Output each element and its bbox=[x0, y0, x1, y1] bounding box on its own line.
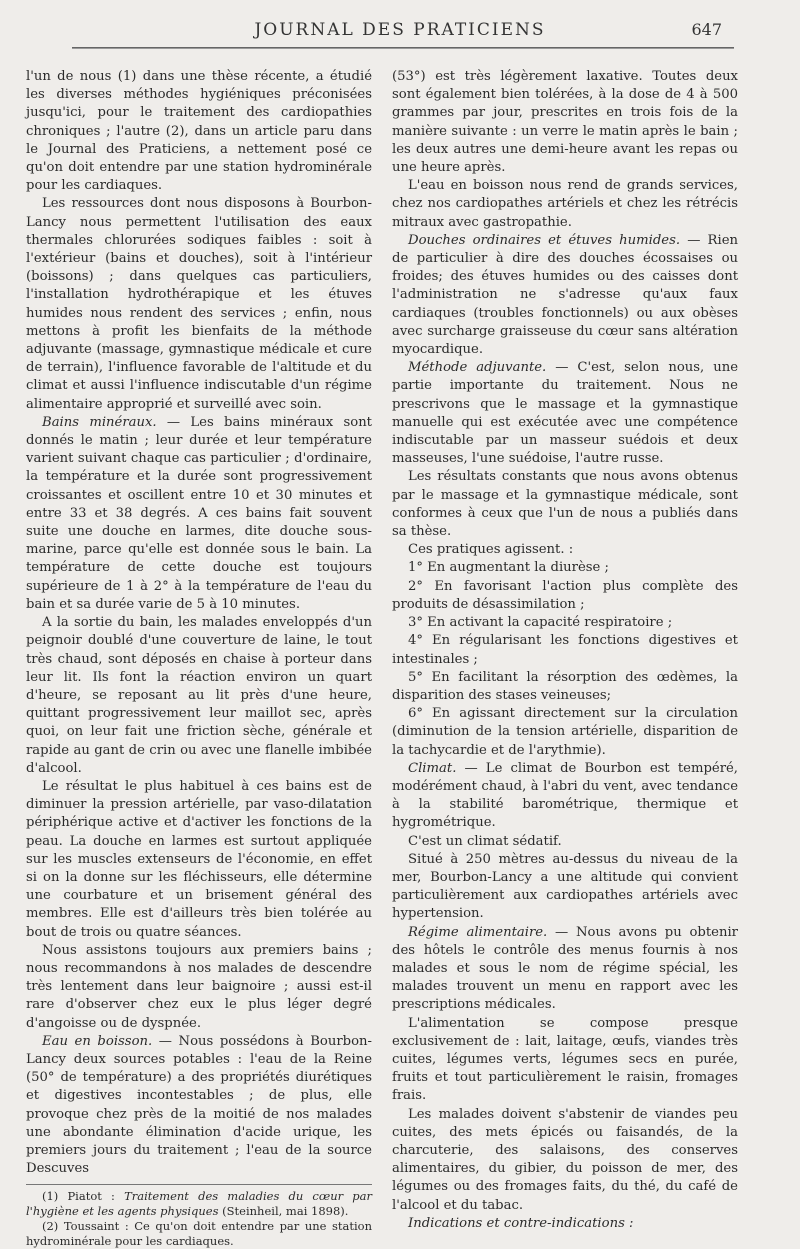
header-rule bbox=[72, 47, 734, 49]
list-item: 5° En facilitant la résorption des œdèmes, la disparition des stases veineuses; bbox=[392, 669, 738, 703]
paragraph-text: — Rien de particulier à dire des douches écossaises ou froides; des étuves humides ou des caisses dont l'administration ne s'adresse qu'aux faux cardiaques (troubles fonctionnels) ou aux obèses avec surcharge graisseuse du cœur sans altération myocardique. bbox=[392, 232, 738, 358]
paragraph-text: — Nous avons pu obtenir des hôtels le contrôle des menus fournis à nos malades et sous le nom de régime spécial, les malades trouvent un menu en rapport avec les prescriptions médicales. bbox=[392, 924, 738, 1013]
paragraph: Les résultats constants que nous avons obtenus par le massage et la gymnastique médicale, sont conformes à ceux que l'un de nous a publiés dans sa thèse. bbox=[392, 469, 738, 540]
paragraph bbox=[26, 1033, 372, 1179]
footnote bbox=[26, 1189, 372, 1219]
paragraph: Nous assistons toujours aux premiers bains ; nous recommandons à nos malades de descendre très lentement dans leur baignoire ; aussi est-il rare d'observer chez eux le plus léger degré d'angoisse ou de dyspnée. bbox=[26, 942, 372, 1031]
section-runin: Indications et contre-indications : bbox=[408, 1215, 634, 1231]
list-item: 3° En activant la capacité respiratoire ; bbox=[408, 615, 673, 631]
section-runin: Régime alimentaire. bbox=[408, 924, 548, 940]
footnote-title: Traitement des maladies du cœur par l'hygiène et les agents physiques bbox=[26, 1189, 372, 1219]
paragraph: Le résultat le plus habituel à ces bains est de diminuer la pression artérielle, par vaso-dilatation périphérique active et d'activer les fonctions de la peau. La douche en larmes est surtout appliquée sur les muscles extenseurs de l'économie, en effet si on la donne sur les fléchisseurs, elle détermine une courbature et un brisement général des membres. Elle est d'ailleurs très bien tolérée au bout de trois ou quatre séances. bbox=[26, 778, 372, 940]
section-runin: Méthode adjuvante. bbox=[408, 360, 547, 376]
footnote: (2) Toussaint : Ce qu'on doit entendre par une station hydrominérale pour les cardiaques. bbox=[26, 1219, 372, 1249]
page-number: 647 bbox=[691, 20, 722, 39]
footnote-label: (1) Piatot : bbox=[42, 1189, 115, 1204]
paragraph bbox=[392, 232, 738, 359]
section-runin: Eau en boisson. bbox=[42, 1033, 153, 1049]
right-column bbox=[392, 68, 738, 1233]
paragraph: Ces pratiques agissent. : bbox=[408, 542, 574, 558]
paragraph bbox=[392, 760, 738, 833]
paragraph: A la sortie du bain, les malades enveloppés d'un peignoir doublé d'une couverture de laine, le tout très chaud, sont déposés en chaise à porteur dans leur lit. Ils font la réaction environ un quart d'heure, se reposant au lit près d'une heure, quittant progressivement leur maillot sec, après quoi, on leur fait une friction sèche, générale et rapide au gant de crin ou avec une flanelle imbibée d'alcool. bbox=[26, 615, 372, 776]
paragraph bbox=[392, 924, 738, 1015]
paragraph: Les ressources dont nous disposons à Bourbon-Lancy nous permettent l'utilisation des eaux thermales chlorurées sodiques faibles : soit à l'extérieur (bains et douches), soit à l'intérieur (boissons) ; dans quelques cas particuliers, l'installation hydrothérapique et les étuves humides nous rendent des services ; enfin, nous mettons à profit les bienfaits de la méthode adjuvante (massage, gymnastique médicale et cure de terrain), l'influence favorable de l'altitude et du climat et aussi l'influence indiscutable d'un régime alimentaire approprié et surveillé avec soin. bbox=[26, 196, 372, 412]
list-item: 2° En favorisant l'action plus complète des produits de désassimilation ; bbox=[392, 578, 738, 612]
paragraph: L'alimentation se compose presque exclusivement de : lait, laitage, œufs, viandes très cuites, légumes verts, légumes secs en purée, fruits et tout particulièrement le raisin, fromages frais. bbox=[392, 1015, 738, 1104]
paragraph: Les malades doivent s'abstenir de viandes peu cuites, des mets épicés ou faisandés, de la charcuterie, des salaisons, des conserves alimentaires, du gibier, du poisson de mer, des légumes ou des fromages faits, du thé, du café de l'alcool et du tabac. bbox=[392, 1106, 738, 1213]
page-header bbox=[0, 20, 800, 46]
paragraph: L'eau en boisson nous rend de grands services, chez nos cardiopathes artériels et chez les rétrécis mitraux avec gastropathie. bbox=[392, 178, 738, 230]
paragraph: C'est un climat sédatif. bbox=[408, 833, 562, 849]
paragraph bbox=[392, 1215, 738, 1233]
section-runin: Douches ordinaires et étuves humides. bbox=[408, 232, 681, 248]
paragraph: Situé à 250 mètres au-dessus du niveau de la mer, Bourbon-Lancy a une altitude qui convient particulièrement aux cardiopathes artériels avec hypertension. bbox=[392, 851, 738, 922]
list-item: 4° En régularisant les fonctions digestives et intestinales ; bbox=[392, 633, 738, 667]
paragraph: (53°) est très légèrement laxative. Toutes deux sont également bien tolérées, à la dose de 4 à 500 grammes par jour, prescrites en trois fois de la manière suivante : un verre le matin après le bain ; les deux autres une demi-heure avant les repas ou une heure après. bbox=[392, 69, 738, 176]
section-runin: Bains minéraux. bbox=[42, 414, 157, 430]
running-title: JOURNAL DES PRATICIENS bbox=[254, 20, 546, 40]
list-item: 6° En agissant directement sur la circulation (diminution de la tension artérielle, disparition de la tachycardie et de l'arythmie). bbox=[392, 706, 738, 758]
paragraph: l'un de nous (1) dans une thèse récente, a étudié les diverses méthodes hygiéniques préconisées jusqu'ici, pour le traitement des cardiopathies chroniques ; l'autre (2), dans un article paru dans le Journal des Praticiens, a nettement posé ce qu'on doit entendre par une station hydrominérale pour les cardiaques. bbox=[26, 69, 372, 194]
paragraph bbox=[26, 414, 372, 614]
footnote-rule bbox=[26, 1184, 372, 1185]
paragraph-text: — Le climat de Bourbon est tempéré, modérément chaud, à l'abri du vent, avec tendance à la stabilité barométrique, thermique et hygrométrique. bbox=[392, 760, 738, 831]
paragraph-text: — Les bains minéraux sont donnés le matin ; leur durée et leur température varient suivant chaque cas particulier ; d'ordinaire, la température et la durée sont progressivement croissantes et oscillent entre 10 et 30 minutes et entre 33 et 38 degrés. A ces bains fait souvent suite une douche en larmes, dite douche sous-marine, parce qu'elle est donnée sous le bain. La température de cette douche est toujours supérieure de 1 à 2° à la température de l'eau du bain et sa durée varie de 5 à 10 minutes. bbox=[26, 414, 372, 612]
paragraph-text: — Nous possédons à Bourbon-Lancy deux sources potables : l'eau de la Reine (50° de température) a des propriétés diurétiques et digestives incontestables ; de plus, elle provoque chez près de la moitié de nos malades une abondante élimination d'acide urique, les premiers jours du traitement ; l'eau de la source Descuves bbox=[26, 1033, 372, 1177]
paragraph-text: — C'est, selon nous, une partie importante du traitement. Nous ne prescrivons que le massage et la gymnastique manuelle qui est exécutée avec une compétence indiscutable par un masseur suédois et deux masseuses, l'une suédoise, l'autre russe. bbox=[392, 360, 738, 467]
section-runin: Climat. bbox=[408, 760, 457, 776]
footnote-text: (Steinheil, mai 1898). bbox=[218, 1204, 349, 1219]
left-column bbox=[26, 68, 372, 1249]
paragraph bbox=[392, 359, 738, 468]
list-item: 1° En augmentant la diurèse ; bbox=[408, 560, 609, 576]
